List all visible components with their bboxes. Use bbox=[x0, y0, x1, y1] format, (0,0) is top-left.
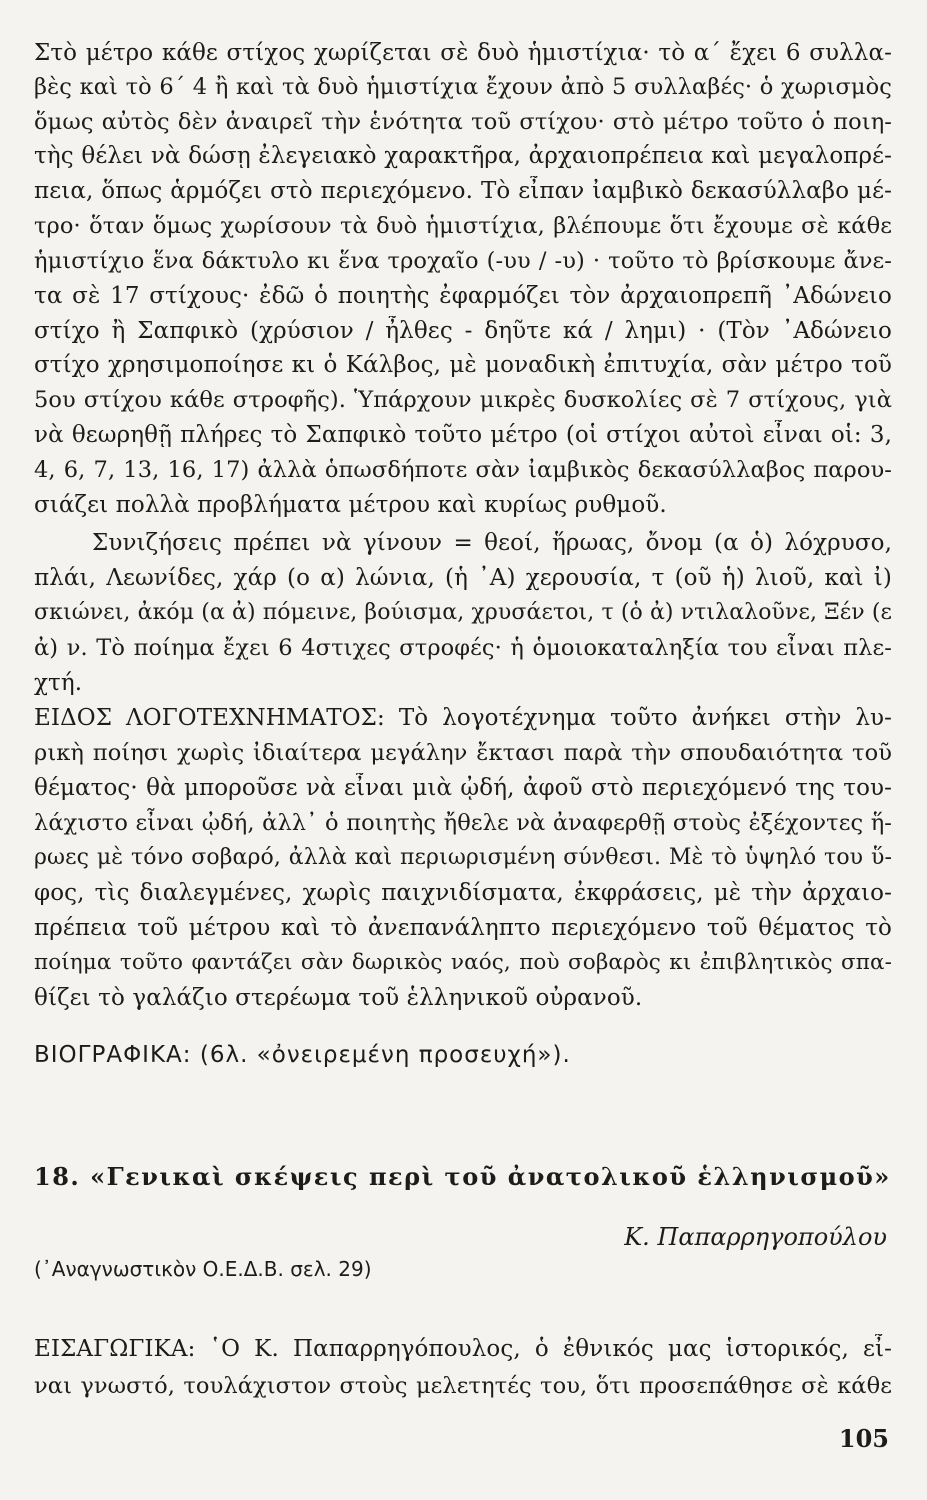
biography-line: ΒΙΟΓΡΑΦΙΚΑ: (6λ. «ὀνειρεμένη προσευχή»). bbox=[34, 1042, 571, 1068]
body-line: ἀ) ν. Τὸ ποίημα ἔχει 6 4στιχες στροφές· ἡ ὁμοιοκαταληξία του εἶναι πλε- bbox=[34, 635, 892, 661]
body-line: θέματος· θὰ μποροῦσε νὰ εἶναι μιὰ ᾠδή, ἀφοῦ στὸ περιεχόμενό της του- bbox=[34, 775, 892, 801]
body-line: ρωες μὲ τόνο σοβαρό, ἀλλὰ καὶ περιωρισμένη σύνθεσι. Μὲ τὸ ὑψηλό του ὕ- bbox=[34, 845, 892, 870]
author-name: Κ. Παπαρρηγοπούλου bbox=[624, 1223, 887, 1251]
body-line: ποίημα τοῦτο φαντάζει σὰν δωρικὸς ναός, ποὺ σοβαρὸς κι ἐπιβλητικὸς σπα- bbox=[34, 950, 892, 975]
body-line: φος, τὶς διαλεγμένες, χωρὶς παιχνιδίσματα, ἐκφράσεις, μὲ τὴν ἀρχαιο- bbox=[34, 880, 892, 906]
body-line: ρικὴ ποίησι χωρὶς ἰδιαίτερα μεγάλην ἔκτασι παρὰ τὴν σπουδαιότητα τοῦ bbox=[34, 740, 892, 766]
body-line: στίχο ἢ Σαπφικὸ (χρύσιον / ἦλθες - δηῦτε κά / λημι) · (Τὸν ᾿Αδώνειο bbox=[34, 318, 892, 344]
body-line: λάχιστο εἶναι ᾠδή, ἀλλ᾿ ὁ ποιητὴς ἤθελε νὰ ἀναφερθῇ στοὺς ἐξέχοντες ἥ- bbox=[34, 810, 892, 836]
body-line: στίχο χρησιμοποίησε κι ὁ Κάλβος, μὲ μοναδικὴ ἐπιτυχία, σὰν μέτρο τοῦ bbox=[34, 352, 892, 378]
body-line: 4, 6, 7, 13, 16, 17) ἀλλὰ ὁπωσδήποτε σὰν ἰαμβικὸς δεκασύλλαβος παρου- bbox=[34, 457, 892, 483]
source-reference: (᾿Αναγνωστικὸν Ο.Ε.Δ.Β. σελ. 29) bbox=[34, 1257, 372, 1281]
page-number: 105 bbox=[838, 1424, 889, 1453]
body-line: ὅμως αὐτὸς δὲν ἀναιρεῖ τὴν ἑνότητα τοῦ στίχου· στὸ μέτρο τοῦτο ὁ ποιη- bbox=[34, 109, 892, 135]
body-line: Συνιζήσεις πρέπει νὰ γίνουν = θεοί, ἥρωας, ὄνομ (α ὁ) λόχρυσο, bbox=[92, 530, 892, 556]
intro-line: ΕΙΣΑΓΩΓΙΚΑ: ῾Ο Κ. Παπαρρηγόπουλος, ὁ ἐθνικός μας ἱστορικός, εἶ- bbox=[34, 1336, 892, 1362]
body-line: πλάι, Λεωνίδες, χάρ (ο α) λώνια, (ἡ ᾿Α) χερουσία, τ (οῦ ἡ) λιοῦ, καὶ ἰ) bbox=[34, 565, 892, 591]
body-line: θίζει τὸ γαλάζιο στερέωμα τοῦ ἑλληνικοῦ οὐρανοῦ. bbox=[34, 985, 643, 1011]
body-line: ἡμιστίχιο ἕνα δάκτυλο κι ἕνα τροχαῖο (-υυ / -υ) · τοῦτο τὸ βρίσκουμε ἄνε- bbox=[34, 248, 892, 274]
section-heading: 18. «Γενικαὶ σκέψεις περὶ τοῦ ἀνατολικοῦ ἑλληνισμοῦ» bbox=[34, 1162, 891, 1191]
body-line: πρέπεια τοῦ μέτρου καὶ τὸ ἀνεπανάληπτο περιεχόμενο τοῦ θέματος τὸ bbox=[34, 915, 892, 941]
body-line: τα σὲ 17 στίχους· ἐδῶ ὁ ποιητὴς ἐφαρμόζει τὸν ἀρχαιοπρεπῆ ᾿Αδώνειο bbox=[34, 283, 892, 309]
body-line: ΕΙΔΟΣ ΛΟΓΟΤΕΧΝΗΜΑΤΟΣ: Τὸ λογοτέχνημα τοῦτο ἀνήκει στὴν λυ- bbox=[34, 705, 892, 731]
body-line: τὴς θέλει νὰ δώσῃ ἐλεγειακὸ χαρακτῆρα, ἀρχαιοπρέπεια καὶ μεγαλοπρέ- bbox=[34, 143, 892, 169]
body-line: πεια, ὅπως ἁρμόζει στὸ περιεχόμενο. Τὸ εἶπαν ἰαμβικὸ δεκασύλλαβο μέ- bbox=[34, 178, 892, 204]
body-line: βὲς καὶ τὸ 6΄ 4 ἢ καὶ τὰ δυὸ ἡμιστίχια ἔχουν ἀπὸ 5 συλλαβές· ὁ χωρισμὸς bbox=[34, 74, 892, 100]
body-line: Στὸ μέτρο κάθε στίχος χωρίζεται σὲ δυὸ ἡμιστίχια· τὸ α΄ ἔχει 6 συλλα- bbox=[34, 40, 892, 66]
body-line: νὰ θεωρηθῇ πλήρες τὸ Σαπφικὸ τοῦτο μέτρο (οἱ στίχοι αὐτοὶ εἶναι οἱ: 3, bbox=[34, 422, 892, 448]
body-line: σκιώνει, ἀκόμ (α ἀ) πόμεινε, βούισμα, χρυσάετοι, τ (ὁ ἀ) ντιλαλοῦνε, Ξέν (ε bbox=[34, 600, 892, 625]
body-line: τρο· ὅταν ὅμως χωρίσουν τὰ δυὸ ἡμιστίχια, βλέπουμε ὅτι ἔχουμε σὲ κάθε bbox=[34, 213, 892, 239]
intro-line: ναι γνωστό, τουλάχιστον στοὺς μελετητές του, ὅτι προσεπάθησε σὲ κάθε bbox=[34, 1373, 892, 1399]
body-line: 5ου στίχου κάθε στροφῆς). Ὑπάρχουν μικρὲς δυσκολίες σὲ 7 στίχους, γιὰ bbox=[34, 387, 892, 413]
body-line: χτή. bbox=[34, 670, 83, 696]
body-line: σιάζει πολλὰ προβλήματα μέτρου καὶ κυρίως ρυθμοῦ. bbox=[34, 492, 667, 518]
